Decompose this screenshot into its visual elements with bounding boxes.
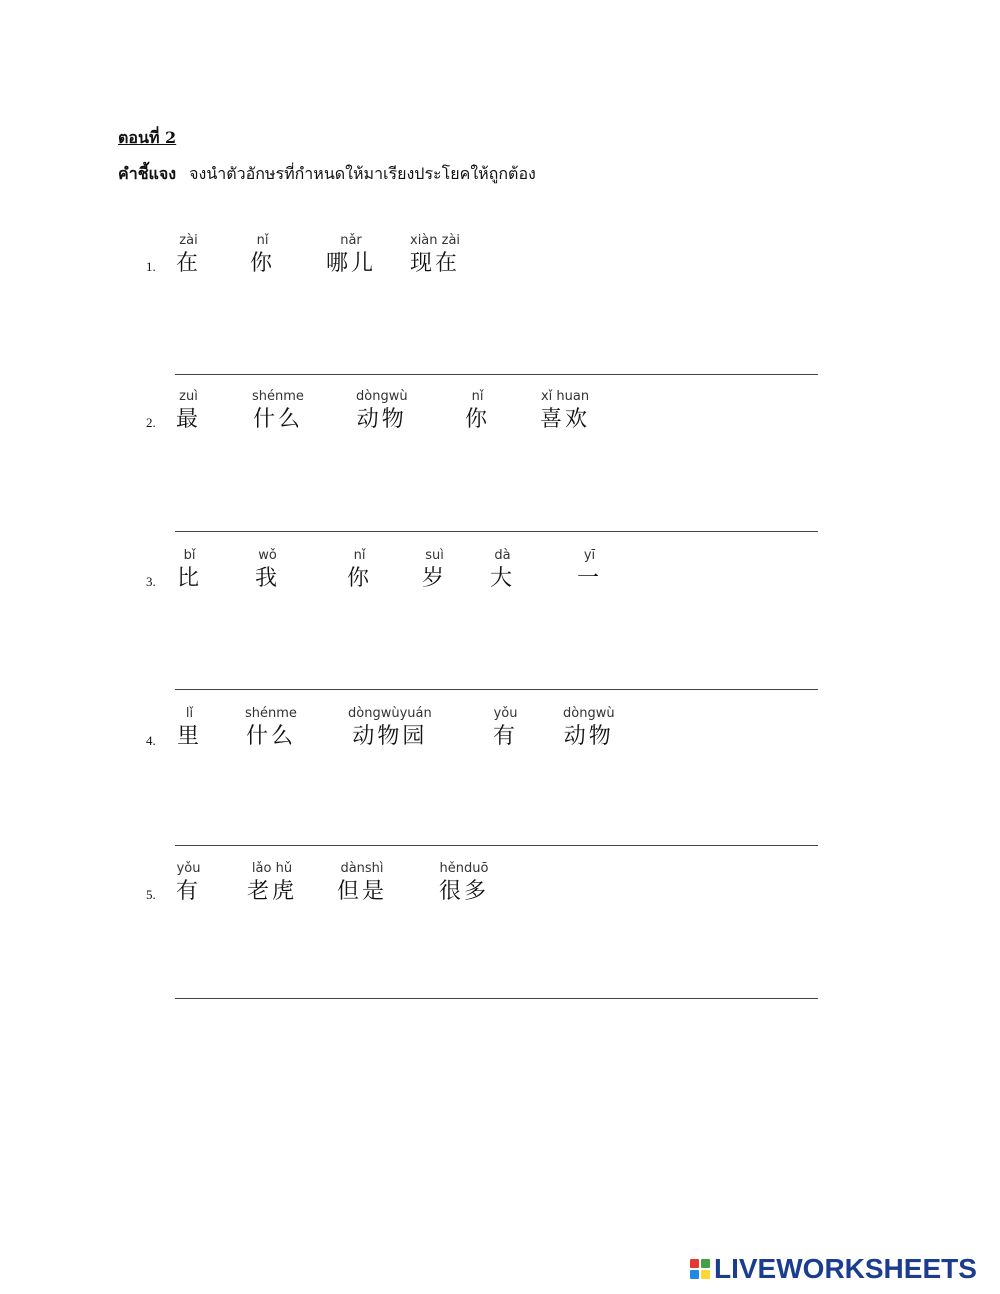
hanzi: 我: [255, 566, 281, 591]
hanzi: 动物: [563, 724, 614, 749]
word-tile[interactable]: [176, 388, 201, 434]
question-number: 4.: [146, 733, 156, 748]
hanzi: 里: [177, 724, 203, 749]
pinyin: yǒu: [493, 706, 518, 721]
word-tile[interactable]: [410, 232, 460, 278]
hanzi: 有: [493, 724, 519, 749]
hanzi: 但是: [337, 879, 388, 904]
word-tile[interactable]: [326, 232, 376, 278]
pinyin: suì: [425, 548, 444, 563]
word-tile[interactable]: [177, 547, 202, 593]
word-tile[interactable]: [255, 547, 280, 593]
hanzi: 老虎: [247, 879, 298, 904]
hanzi: 大: [490, 566, 516, 591]
pinyin: yǒu: [176, 861, 201, 876]
word-tile[interactable]: [422, 547, 447, 593]
hanzi: 比: [177, 566, 203, 591]
hanzi: 什么: [252, 407, 303, 432]
word-tile[interactable]: [176, 860, 201, 906]
hanzi: 在: [176, 251, 202, 276]
pinyin: dà: [494, 548, 511, 563]
logo-block: [701, 1270, 710, 1279]
section-title: ตอนที่ 2: [118, 128, 177, 147]
answer-line-3[interactable]: [175, 689, 818, 690]
word-tile[interactable]: [347, 547, 372, 593]
brand-text: LIVEWORKSHEETS: [714, 1253, 977, 1284]
answer-line-4[interactable]: [175, 845, 818, 846]
answer-line-1[interactable]: [175, 374, 818, 375]
liveworksheets-logo[interactable]: [690, 1254, 977, 1284]
pinyin: dànshì: [340, 861, 384, 876]
pinyin: nǐ: [353, 548, 366, 563]
word-tile[interactable]: [577, 547, 602, 593]
word-tile[interactable]: [465, 388, 490, 434]
word-tile[interactable]: [247, 860, 297, 906]
logo-block: [690, 1270, 699, 1279]
pinyin: zài: [179, 233, 198, 248]
word-tile[interactable]: [563, 705, 615, 751]
pinyin: bǐ: [183, 548, 196, 563]
logo-block: [701, 1259, 710, 1268]
hanzi: 什么: [245, 724, 296, 749]
logo-blocks-icon: [690, 1259, 710, 1279]
pinyin: dòngwù: [563, 706, 615, 721]
hanzi: 你: [347, 566, 373, 591]
question-number: 3.: [146, 574, 156, 589]
hanzi: 有: [176, 879, 202, 904]
word-tile[interactable]: [493, 705, 518, 751]
word-tile[interactable]: [490, 547, 515, 593]
pinyin: shénme: [252, 389, 304, 404]
word-tile[interactable]: [250, 232, 275, 278]
word-tile[interactable]: [356, 388, 408, 434]
question-number: 2.: [146, 415, 156, 430]
instruction-label: คำชี้แจง: [118, 164, 177, 183]
word-tile[interactable]: [348, 705, 432, 751]
pinyin: nǐ: [471, 389, 484, 404]
hanzi: 现在: [410, 251, 461, 276]
pinyin: wǒ: [258, 548, 277, 563]
word-tile[interactable]: [176, 232, 201, 278]
instruction: [118, 162, 536, 187]
answer-line-2[interactable]: [175, 531, 818, 532]
pinyin: nǎr: [340, 233, 362, 248]
answer-line-5[interactable]: [175, 998, 818, 999]
word-tile[interactable]: [439, 860, 489, 906]
question-number: 5.: [146, 887, 156, 902]
pinyin: xiàn zài: [410, 233, 461, 248]
hanzi: 喜欢: [540, 407, 591, 432]
pinyin: shénme: [245, 706, 297, 721]
hanzi: 最: [176, 407, 202, 432]
hanzi: 动物园: [352, 724, 428, 749]
word-tile[interactable]: [177, 705, 202, 751]
word-tile[interactable]: [245, 705, 297, 751]
hanzi: 很多: [439, 879, 490, 904]
hanzi: 岁: [422, 566, 448, 591]
logo-block: [690, 1259, 699, 1268]
pinyin: dòngwùyuán: [348, 706, 432, 721]
pinyin: xǐ huan: [540, 389, 590, 404]
pinyin: yī: [583, 548, 596, 563]
pinyin: hěnduō: [439, 861, 489, 876]
pinyin: nǐ: [256, 233, 269, 248]
hanzi: 哪儿: [326, 251, 377, 276]
pinyin: zuì: [179, 389, 198, 404]
word-tile[interactable]: [252, 388, 304, 434]
pinyin: lǎo hǔ: [251, 861, 293, 876]
hanzi: 你: [465, 407, 491, 432]
hanzi: 动物: [356, 407, 407, 432]
pinyin: dòngwù: [356, 389, 408, 404]
word-tile[interactable]: [540, 388, 590, 434]
question-number: 1.: [146, 259, 156, 274]
hanzi: 你: [250, 251, 276, 276]
pinyin: lǐ: [185, 706, 194, 721]
hanzi: 一: [577, 566, 603, 591]
word-tile[interactable]: [337, 860, 387, 906]
instruction-text: จงนำตัวอักษรที่กำหนดให้มาเรียงประโยคให้ถูกต้อง: [189, 164, 536, 183]
